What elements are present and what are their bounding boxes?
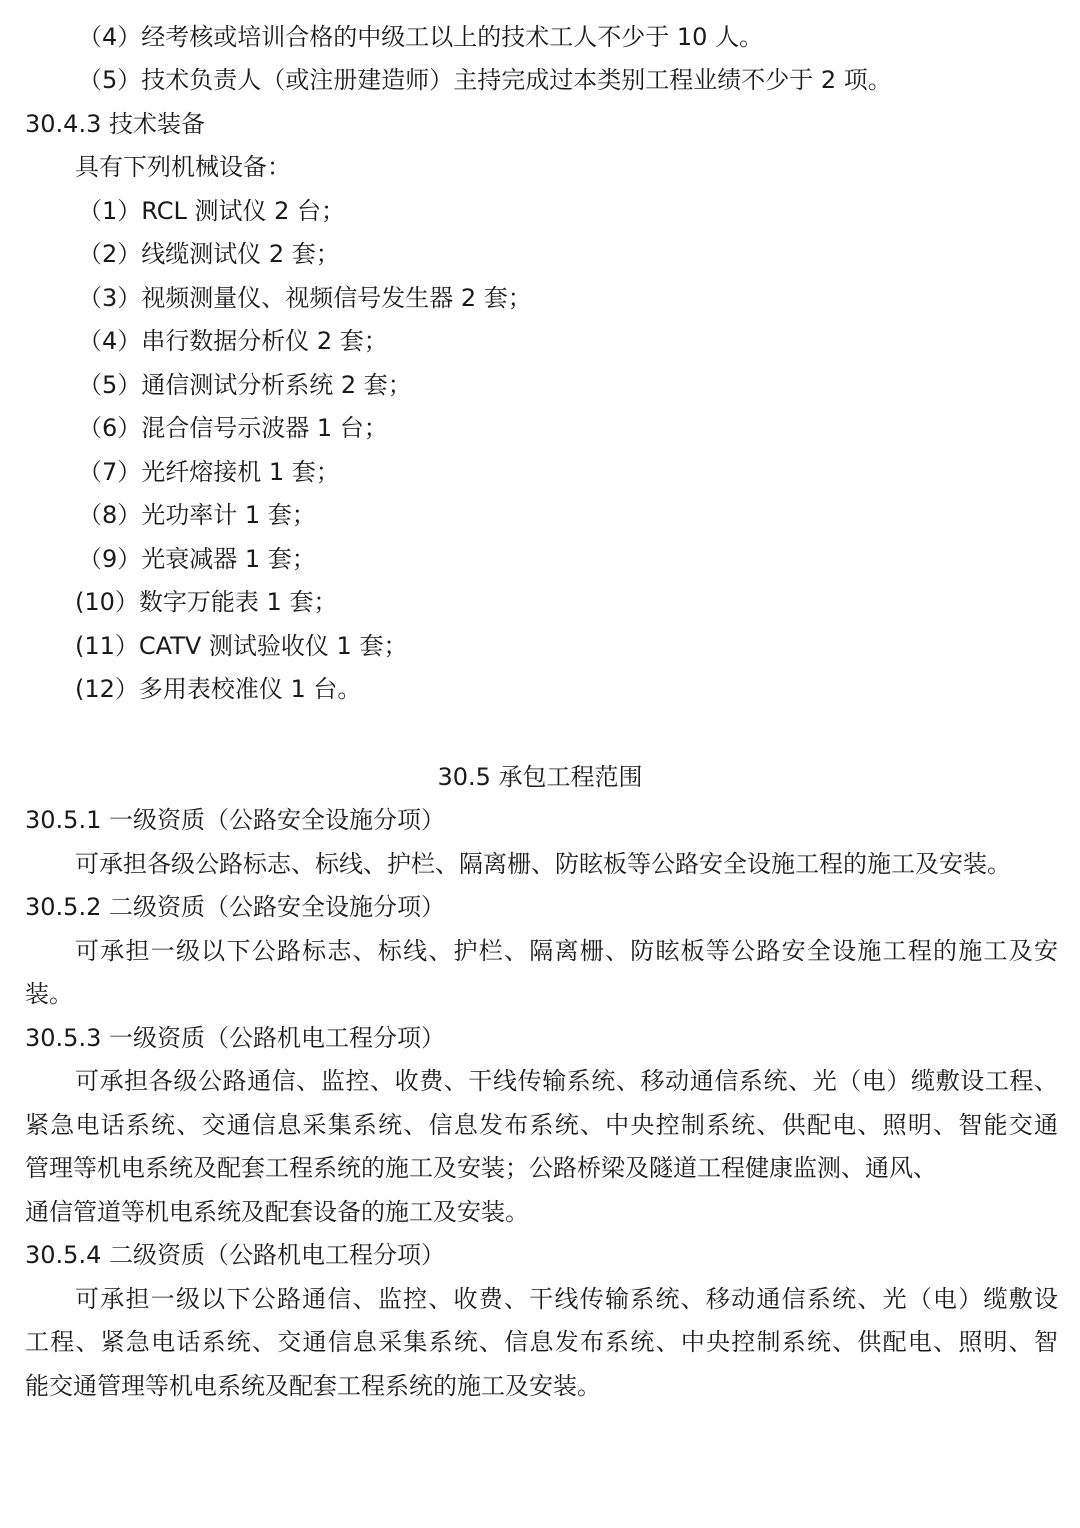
paragraph-30-5-3-line-4: 通信管道等机电系统及配套设备的施工及安装。 [25, 1198, 529, 1226]
paragraph-30-5-1: 可承担各级公路标志、标线、护栏、隔离栅、防眩板等公路安全设施工程的施工及安装。 [75, 850, 1011, 878]
paragraph-30-5-3-line-1: 可承担各级公路通信、监控、收费、干线传输系统、移动通信系统、光（电）缆敷设工程、 [75, 1067, 1058, 1095]
equipment-item-9: （9）光衰减器 1 套； [78, 545, 316, 573]
equipment-item-12: (12）多用表校准仪 1 台。 [75, 675, 362, 703]
section-heading-30-4-3: 30.4.3 技术装备 [25, 110, 205, 138]
equipment-item-2: （2）线缆测试仪 2 套； [78, 240, 340, 268]
paragraph-30-5-4-line-2: 工程、紧急电话系统、交通信息采集系统、信息发布系统、中央控制系统、供配电、照明、智 [25, 1328, 1058, 1356]
section-heading-30-5-3: 30.5.3 一级资质（公路机电工程分项） [25, 1024, 445, 1052]
equipment-item-8: （8）光功率计 1 套； [78, 501, 316, 529]
section-title-30-5: 30.5 承包工程范围 [437, 763, 643, 791]
paragraph-30-5-3-line-3: 管理等机电系统及配套工程系统的施工及安装；公路桥梁及隧道工程健康监测、通风、 [25, 1154, 937, 1182]
section-heading-30-5-2: 30.5.2 二级资质（公路安全设施分项） [25, 893, 445, 921]
paragraph-30-5-4-line-3: 能交通管理等机电系统及配套工程系统的施工及安装。 [25, 1372, 601, 1400]
equipment-item-10: (10）数字万能表 1 套； [75, 588, 338, 616]
equipment-item-7: （7）光纤熔接机 1 套； [78, 458, 340, 486]
section-heading-30-5-1: 30.5.1 一级资质（公路安全设施分项） [25, 806, 445, 834]
requirement-item-4: （4）经考核或培训合格的中级工以上的技术工人不少于 10 人。 [78, 23, 764, 51]
equipment-item-3: （3）视频测量仪、视频信号发生器 2 套； [78, 284, 532, 312]
paragraph-30-5-2-line-2: 装。 [25, 980, 73, 1008]
equipment-intro: 具有下列机械设备： [75, 153, 291, 181]
paragraph-30-5-3-line-2: 紧急电话系统、交通信息采集系统、信息发布系统、中央控制系统、供配电、照明、智能交通 [25, 1111, 1058, 1139]
equipment-item-6: （6）混合信号示波器 1 台； [78, 414, 388, 442]
equipment-item-4: （4）串行数据分析仪 2 套； [78, 327, 388, 355]
equipment-item-11: (11）CATV 测试验收仪 1 套； [75, 632, 408, 660]
equipment-item-1: （1）RCL 测试仪 2 台； [78, 197, 346, 225]
paragraph-30-5-4-line-1: 可承担一级以下公路通信、监控、收费、干线传输系统、移动通信系统、光（电）缆敷设 [75, 1285, 1058, 1313]
equipment-item-5: （5）通信测试分析系统 2 套； [78, 371, 412, 399]
paragraph-30-5-2-line-1: 可承担一级以下公路标志、标线、护栏、隔离栅、防眩板等公路安全设施工程的施工及安 [75, 937, 1058, 965]
requirement-item-5: （5）技术负责人（或注册建造师）主持完成过本类别工程业绩不少于 2 项。 [78, 66, 892, 94]
section-heading-30-5-4: 30.5.4 二级资质（公路机电工程分项） [25, 1241, 445, 1269]
